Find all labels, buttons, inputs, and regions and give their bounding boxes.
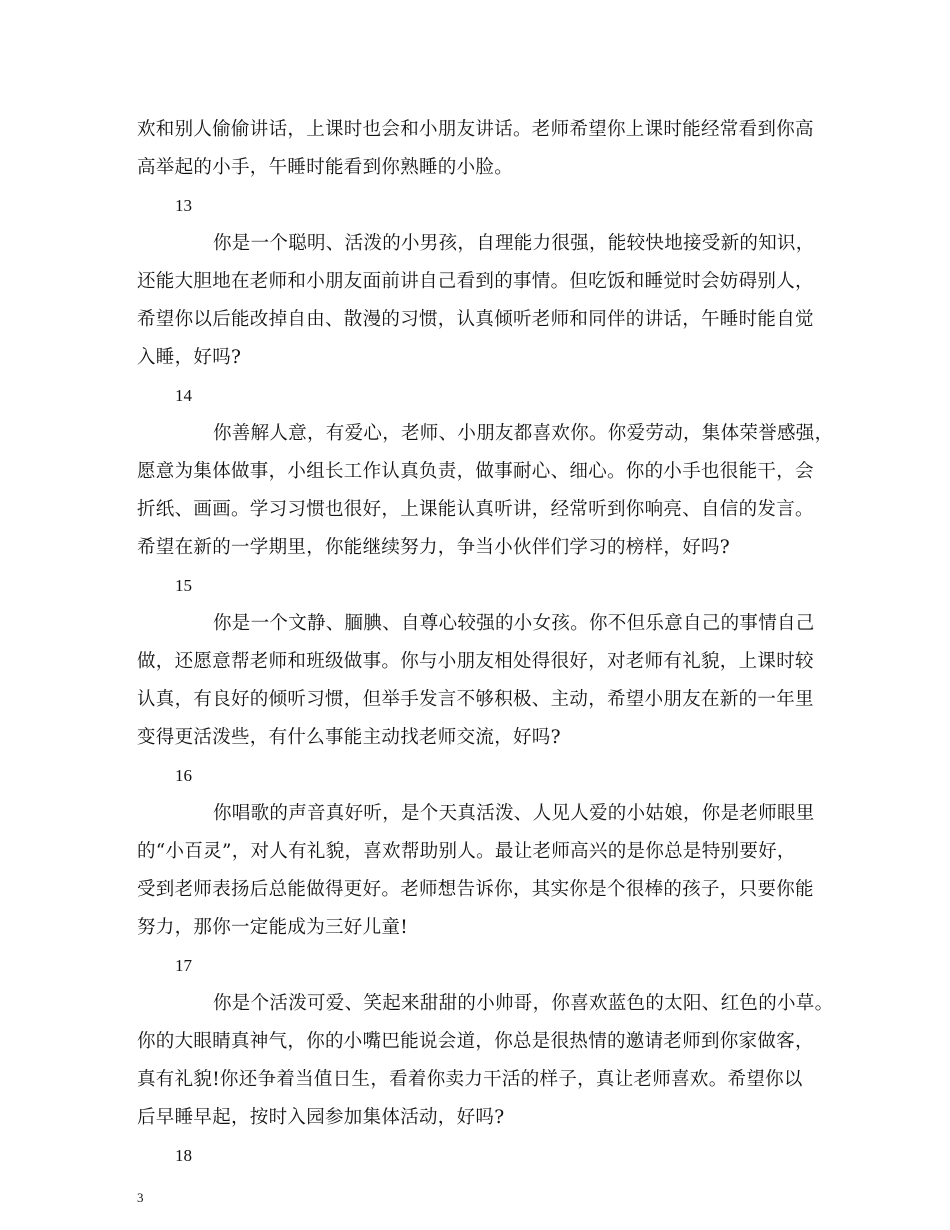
text-line: 后早睡早起，按时入园参加集体活动，好吗? <box>137 1107 505 1128</box>
text-line: 你唱歌的声音真好听，是个天真活泼、人见人爱的小姑娘，你是老师眼里 <box>213 803 815 824</box>
text-line: 还能大胆地在老师和小朋友面前讲自己看到的事情。但吃饭和睡觉时会妨碍别人， <box>137 271 814 292</box>
text-line: 入睡，好吗? <box>137 347 242 368</box>
entry-number: 14 <box>175 386 192 405</box>
text-line: 你是个活泼可爱、笑起来甜甜的小帅哥，你喜欢蓝色的太阳、红色的小草。 <box>213 993 834 1014</box>
text-line: 做，还愿意帮老师和班级做事。你与小朋友相处得很好，对老师有礼貌，上课时较 <box>137 651 814 672</box>
text-line: 受到老师表扬后总能做得更好。老师想告诉你，其实你是个很棒的孩子，只要你能 <box>137 879 814 900</box>
text-line: 你善解人意，有爱心，老师、小朋友都喜欢你。你爱劳动，集体荣誉感强， <box>213 423 834 444</box>
text-line: 愿意为集体做事，小组长工作认真负责，做事耐心、细心。你的小手也很能干，会 <box>137 461 814 482</box>
text-line: 你的大眼睛真神气，你的小嘴巴能说会道，你总是很热情的邀请老师到你家做客， <box>137 1031 814 1052</box>
entry-number: 17 <box>175 956 192 975</box>
entry-number: 16 <box>175 766 192 785</box>
entry-number: 13 <box>175 196 192 215</box>
text-line: 高举起的小手，午睡时能看到你熟睡的小脸。 <box>137 157 514 178</box>
text-line: 欢和别人偷偷讲话，上课时也会和小朋友讲话。老师希望你上课时能经常看到你高 <box>137 119 814 140</box>
text-line: 希望在新的一学期里，你能继续努力，争当小伙伴们学习的榜样，好吗? <box>137 537 731 558</box>
text-line: 认真，有良好的倾听习惯，但举手发言不够积极、主动，希望小朋友在新的一年里 <box>137 689 814 710</box>
text-line: 折纸、画画。学习习惯也很好，上课能认真听讲，经常听到你响亮、自信的发言。 <box>137 499 814 520</box>
text-line: 真有礼貌!你还争着当值日生，看着你卖力干活的样子，真让老师喜欢。希望你以 <box>137 1069 803 1090</box>
page-number: 3 <box>137 1190 144 1205</box>
entry-number: 15 <box>175 576 192 595</box>
text-line: 希望你以后能改掉自由、散漫的习惯，认真倾听老师和同伴的讲话，午睡时能自觉 <box>137 309 814 330</box>
text-line: 努力，那你一定能成为三好儿童! <box>137 917 408 938</box>
text-line: 你是一个文静、腼腆、自尊心较强的小女孩。你不但乐意自己的事情自己 <box>213 613 815 634</box>
text-line: 你是一个聪明、活泼的小男孩，自理能力很强，能较快地接受新的知识， <box>213 233 815 254</box>
text-line: 的“小百灵”，对人有礼貌，喜欢帮助别人。最让老师高兴的是你总是特别要好， <box>137 841 796 862</box>
entry-number: 18 <box>175 1146 192 1165</box>
text-line: 变得更活泼些，有什么事能主动找老师交流，好吗? <box>137 727 561 748</box>
